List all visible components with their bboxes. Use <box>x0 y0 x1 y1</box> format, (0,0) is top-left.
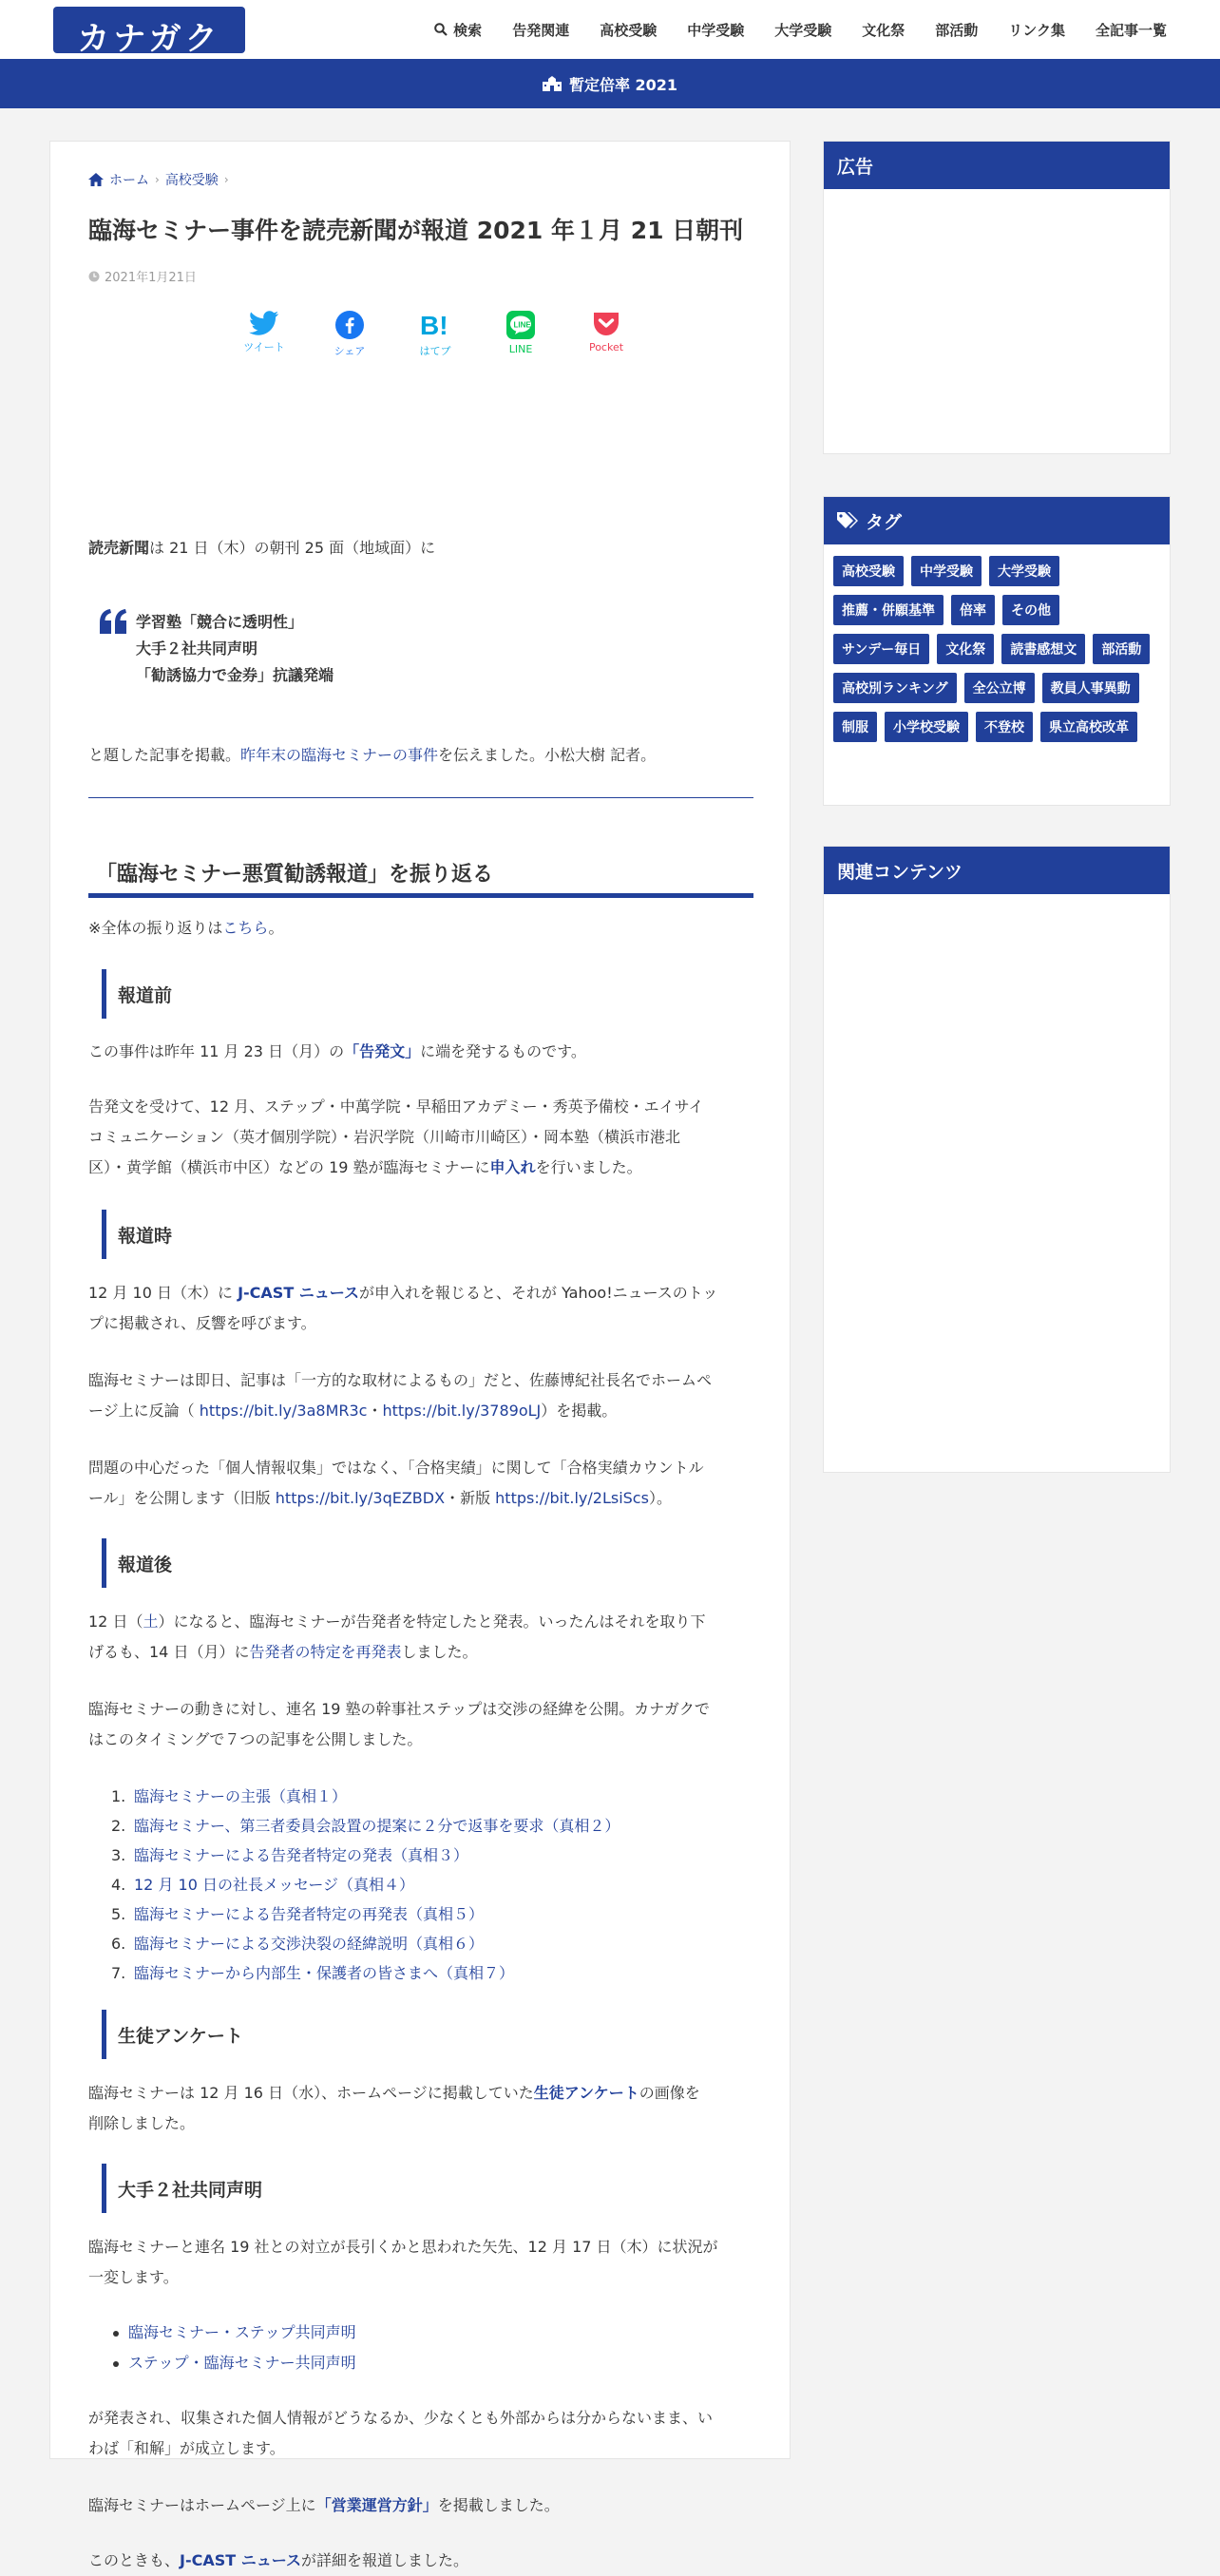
text: 臨海セミナーの動きに対し、連名 19 塾の幹事社ステップは交渉の経緯を公開。カナガクで <box>88 1700 710 1718</box>
tags-icon <box>837 512 858 529</box>
complaint-link[interactable]: 「告発文」 <box>344 1042 421 1060</box>
tag-cloud <box>824 544 1170 750</box>
share-hatena[interactable] <box>392 311 478 358</box>
text: が発表され、収集された個人情報がどうなるか、少なくとも外部からは分からないまま、い <box>88 2409 713 2427</box>
pocket-icon <box>592 311 620 337</box>
text: 臨海セミナーは 12 月 16 日（水）、ホームページに掲載していた <box>88 2084 534 2102</box>
quote-line: 学習塾「競合に透明性」 <box>136 613 304 631</box>
text: 12 日（ <box>88 1612 143 1631</box>
list-item[interactable]: 1. 臨海セミナーの主張（真相１） <box>111 1787 348 1805</box>
school-icon <box>543 76 562 91</box>
list-item[interactable]: 7. 臨海セミナーから内部生・保護者の皆さまへ（真相７） <box>111 1964 515 1982</box>
text: を伝えました。小松大樹 記者。 <box>438 746 657 764</box>
list-item[interactable]: 2. 臨海セミナー、第三者委員会設置の提案に２分で返事を要求（真相２） <box>111 1817 620 1835</box>
tag[interactable]: 教員人事異動 <box>1042 673 1139 703</box>
text: 臨海セミナーはホームページ上に <box>88 2496 316 2514</box>
before-paragraph-1 <box>88 1037 753 1067</box>
share-label: Pocket <box>588 341 624 353</box>
during-paragraph-2 <box>88 1365 753 1426</box>
truth-link[interactable]: 臨海セミナーによる告発者特定の再発表（真相５） <box>134 1905 485 1923</box>
tag[interactable]: 高校受験 <box>833 556 904 586</box>
subheading-during: 報道時 <box>102 1210 753 1259</box>
joint-paragraph-1 <box>88 2232 753 2293</box>
list-item[interactable] <box>88 2348 356 2378</box>
incident-link[interactable]: 昨年末の臨海セミナーの事件 <box>240 746 439 764</box>
twitter-icon <box>249 311 279 335</box>
tag[interactable]: 高校別ランキング <box>833 673 957 703</box>
nav-bukatsu[interactable]: 部活動 <box>935 21 979 39</box>
text: ール」を公開します（旧版 <box>88 1489 276 1507</box>
quote-icon <box>100 609 126 634</box>
tag[interactable]: 倍率 <box>951 595 995 625</box>
tag[interactable]: 推薦・併願基準 <box>833 595 944 625</box>
request-link[interactable]: 申入れ <box>489 1158 536 1176</box>
quote-text <box>136 609 334 689</box>
nav-all-articles[interactable]: 全記事一覧 <box>1095 21 1167 39</box>
text: 問題の中心だった「個人情報収集」ではなく、「合格実績」に関して「合格実績カウントル <box>88 1459 704 1477</box>
text: この事件は昨年 11 月 23 日（月）の <box>88 1042 345 1060</box>
text: ージ上に反論（ <box>88 1402 200 1420</box>
intro-bold: 読売新聞 <box>88 539 150 557</box>
truth-link[interactable]: 臨海セミナーから内部生・保護者の皆さまへ（真相７） <box>134 1964 515 1982</box>
text: の画像を <box>639 2084 700 2102</box>
subheading-before: 報道前 <box>102 969 753 1019</box>
survey-paragraph <box>88 2078 753 2139</box>
share-twitter[interactable] <box>221 311 307 358</box>
tag[interactable]: 制服 <box>833 712 877 742</box>
jcast-link-2[interactable]: J-CAST ニュース <box>180 2551 301 2569</box>
breadcrumb <box>88 170 229 189</box>
section-heading: 「臨海セミナー悪質勧誘報道」を振り返る <box>88 852 753 898</box>
truth-link[interactable]: 12 月 10 日の社長メッセージ（真相４） <box>134 1876 415 1894</box>
tag[interactable]: 中学受験 <box>911 556 982 586</box>
tag[interactable]: その他 <box>1002 595 1059 625</box>
rule-old-link[interactable]: https://bit.ly/3qEZBDX <box>275 1489 446 1507</box>
text: ）になると、臨海セミナーが告発者を特定したと発表。いったんはそれを取り下 <box>158 1612 706 1631</box>
rebuttal-link-2[interactable]: https://bit.ly/3789oLJ <box>382 1402 542 1420</box>
truth-link[interactable]: 臨海セミナー、第三者委員会設置の提案に２分で返事を要求（真相２） <box>134 1817 620 1835</box>
tag[interactable]: 大学受験 <box>989 556 1059 586</box>
text: 。 <box>268 919 284 937</box>
widget-title <box>824 497 1170 544</box>
survey-link[interactable]: 生徒アンケート <box>533 2084 639 2102</box>
share-buttons <box>221 311 649 358</box>
tag[interactable]: 小学校受験 <box>885 712 968 742</box>
review-link[interactable]: こちら <box>222 919 269 937</box>
list-item[interactable]: 4. 12 月 10 日の社長メッセージ（真相４） <box>111 1876 415 1894</box>
saturday-mark: 土 <box>143 1612 159 1631</box>
after-quote-paragraph <box>88 740 753 771</box>
share-facebook[interactable] <box>307 311 392 358</box>
re-announce-link[interactable]: 告発者の特定を再発表 <box>249 1643 402 1661</box>
list-item[interactable]: 6. 臨海セミナーによる交渉決裂の経緯説明（真相６） <box>111 1935 485 1953</box>
list-item[interactable]: 3. 臨海セミナーによる告発者特定の発表（真相３） <box>111 1846 469 1864</box>
text: ・ <box>367 1402 383 1420</box>
date-text: 2021年1月21日 <box>105 271 197 285</box>
tag[interactable]: 不登校 <box>976 712 1033 742</box>
global-nav <box>419 0 1167 59</box>
quote-line: 「勧誘協力で金券」抗議発端 <box>136 666 334 684</box>
breadcrumb-separator: › <box>223 173 229 186</box>
text: 臨海セミナーと連名 19 社との対立が長引くかと思われた矢先、12 月 17 日（木）に状況が <box>88 2238 718 2256</box>
home-icon <box>88 173 104 186</box>
after-paragraph-1 <box>88 1607 753 1668</box>
text: 区）・黄学館（横浜市中区）などの 19 塾が臨海セミナーに <box>88 1158 490 1176</box>
share-label: LINE <box>508 343 533 355</box>
breadcrumb-home[interactable]: ホーム <box>109 173 149 188</box>
tag[interactable]: 全公立博 <box>964 673 1035 703</box>
text: 臨海セミナーは即日、記事は「一方的な取材によるもの」だと、佐藤博紀社長名でホームペ <box>88 1371 713 1389</box>
nav-links[interactable]: リンク集 <box>1008 21 1065 39</box>
text: を行いました。 <box>535 1158 642 1176</box>
rule-new-link[interactable]: https://bit.ly/2LsiScs <box>495 1489 649 1507</box>
subheading-after: 報道後 <box>102 1538 753 1588</box>
widget-title-text: タグ <box>866 511 903 533</box>
share-line[interactable] <box>478 311 563 358</box>
article-title: 臨海セミナー事件を読売新聞が報道 2021 年１月 21 日朝刊 <box>88 217 744 244</box>
intro-paragraph <box>88 533 753 563</box>
policy-link[interactable]: 「営業運営方針」 <box>315 2496 438 2514</box>
clock-icon <box>88 271 100 282</box>
svg-text:LINE: LINE <box>513 320 531 330</box>
breadcrumb-separator: › <box>155 173 160 186</box>
tag[interactable]: 県立高校改革 <box>1040 712 1137 742</box>
ad-widget <box>823 141 1171 454</box>
truth-link[interactable]: 臨海セミナーの主張（真相１） <box>134 1787 348 1805</box>
notice-bar[interactable] <box>0 59 1220 108</box>
line-icon <box>506 311 535 339</box>
before-paragraph-2 <box>88 1092 753 1183</box>
text: コミュニケーション（英才個別学院）・岩沢学院（川崎市川崎区）・岡本塾（横浜市港北 <box>88 1128 681 1146</box>
joint-paragraph-2 <box>88 2403 753 2464</box>
text: げるも、14 日（月）に <box>88 1643 250 1661</box>
hatena-bookmark-icon <box>420 311 450 339</box>
text: 12 月 10 日（木）に <box>88 1284 238 1302</box>
quote-line: 大手２社共同声明 <box>136 639 258 658</box>
tag-widget <box>823 496 1171 806</box>
text: ・新版 <box>445 1489 496 1507</box>
text: 削除しました。 <box>88 2114 196 2132</box>
widget-title: 関連コンテンツ <box>824 847 1170 894</box>
text: 告発文を受けて、12 月、ステップ・中萬学院・早稲田アカデミー・秀英予備校・エイサイ <box>88 1097 704 1116</box>
text: ※全体の振り返りは <box>88 919 223 937</box>
tag[interactable]: サンデー毎日 <box>833 634 929 664</box>
truth-link[interactable]: 臨海セミナーによる交渉決裂の経緯説明（真相６） <box>134 1935 485 1953</box>
text: 一変します。 <box>88 2268 179 2286</box>
facebook-icon <box>335 311 364 339</box>
jcast-paragraph <box>88 2546 753 2576</box>
list-item[interactable]: 5. 臨海セミナーによる告発者特定の再発表（真相５） <box>111 1905 485 1923</box>
truth-article-list <box>111 1782 620 1988</box>
review-paragraph <box>88 913 753 944</box>
policy-paragraph <box>88 2490 753 2521</box>
logo-text: カナガク <box>77 20 221 58</box>
text: このときも、 <box>88 2551 181 2569</box>
text: プに掲載され、反響を呼びます。 <box>88 1314 316 1332</box>
share-label: はてブ <box>419 345 451 357</box>
text: に端を発するものです。 <box>420 1042 586 1060</box>
rebuttal-link-1[interactable]: https://bit.ly/3a8MR3c <box>199 1402 368 1420</box>
after-paragraph-2 <box>88 1694 753 1755</box>
nav-search[interactable] <box>419 20 497 40</box>
article-card <box>49 141 791 2569</box>
share-label: シェア <box>334 345 366 357</box>
tag[interactable]: 文化祭 <box>937 634 994 664</box>
text: と題した記事を掲載。 <box>88 746 241 764</box>
nav-label: 検索 <box>453 21 483 39</box>
intro-text: は 21 日（木）の朝刊 25 面（地域面）に <box>149 539 436 557</box>
widget-title: 広告 <box>824 142 1170 189</box>
text: を掲載しました。 <box>437 2496 560 2514</box>
post-date <box>88 267 197 285</box>
nav-kokuhatsu[interactable]: 告発関連 <box>512 21 570 39</box>
text: わば「和解」が成立します。 <box>88 2439 285 2457</box>
divider <box>88 797 753 798</box>
text: ）を掲載。 <box>541 1402 618 1420</box>
share-pocket[interactable] <box>563 311 649 358</box>
breadcrumb-category[interactable]: 高校受験 <box>164 173 219 188</box>
text: はこのタイミングで７つの記事を公開しました。 <box>88 1730 423 1748</box>
during-paragraph-3 <box>88 1453 753 1514</box>
truth-link[interactable]: 臨海セミナーによる告発者特定の発表（真相３） <box>134 1846 469 1864</box>
svg-text:B!: B! <box>420 311 448 339</box>
nav-daigaku[interactable]: 大学受験 <box>774 21 832 39</box>
nav-bunkasai[interactable]: 文化祭 <box>862 21 905 39</box>
nav-koukou[interactable]: 高校受験 <box>600 21 658 39</box>
list-item[interactable] <box>88 2318 356 2348</box>
tag[interactable]: 読書感想文 <box>1001 634 1085 664</box>
text: ）。 <box>648 1489 672 1507</box>
notice-text: 暫定倍率 2021 <box>568 75 678 94</box>
related-content-widget <box>823 846 1171 1473</box>
joint-link[interactable]: ステップ・臨海セミナー共同声明 <box>128 2354 356 2372</box>
text: が詳細を報道しました。 <box>300 2551 468 2569</box>
joint-link[interactable]: 臨海セミナー・ステップ共同声明 <box>128 2323 356 2341</box>
tag[interactable]: 部活動 <box>1093 634 1150 664</box>
jcast-link[interactable]: J-CAST ニュース <box>238 1284 360 1302</box>
text: が申入れを報じると、それが Yahoo!ニュースのトッ <box>359 1284 718 1302</box>
search-icon <box>434 23 448 36</box>
subheading-joint: 大手２社共同声明 <box>102 2164 753 2213</box>
nav-chugaku[interactable]: 中学受験 <box>687 21 745 39</box>
site-header <box>0 0 1220 59</box>
joint-statement-list <box>88 2318 356 2378</box>
share-label: ツイート <box>243 341 285 353</box>
subheading-survey: 生徒アンケート <box>102 2010 753 2059</box>
site-logo[interactable] <box>53 7 245 58</box>
text: しました。 <box>401 1643 478 1661</box>
during-paragraph-1 <box>88 1278 753 1339</box>
